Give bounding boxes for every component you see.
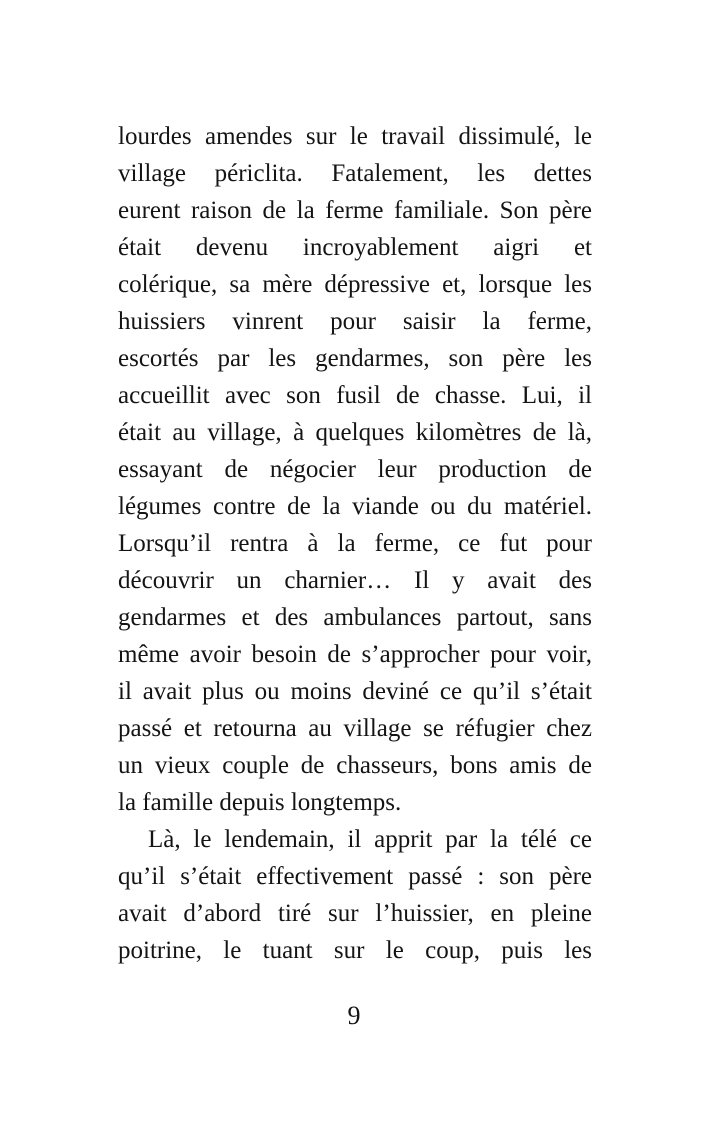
page-number: 9 bbox=[347, 1001, 361, 1030]
text-line: Lorsqu’il rentra à la ferme, ce fut pour bbox=[118, 530, 592, 557]
text-line: passé et retourna au village se réfugier chez bbox=[118, 715, 592, 742]
text-line: était au village, à quelques kilomètres de là, bbox=[118, 419, 592, 446]
text-line: légumes contre de la viande ou du matériel. bbox=[118, 493, 592, 520]
text-line: huissiers vinrent pour saisir la ferme, bbox=[118, 308, 592, 335]
text-line: qu’il s’était effectivement passé : son père bbox=[118, 863, 592, 890]
text-line: colérique, sa mère dépressive et, lorsque les bbox=[118, 271, 592, 298]
text-line: escortés par les gendarmes, son père les bbox=[118, 345, 592, 372]
text-line: lourdes amendes sur le travail dissimulé, le bbox=[118, 123, 592, 150]
text-line: accueillit avec son fusil de chasse. Lui, il bbox=[118, 382, 592, 409]
paragraph bbox=[118, 118, 592, 821]
text-line: découvrir un charnier… Il y avait des bbox=[118, 567, 592, 594]
text-line: Là, le lendemain, il apprit par la télé ce bbox=[148, 826, 592, 853]
text-line: village périclita. Fatalement, les dettes bbox=[118, 160, 592, 187]
paragraph bbox=[118, 821, 592, 969]
text-line: était devenu incroyablement aigri et bbox=[118, 234, 592, 261]
text-line: un vieux couple de chasseurs, bons amis de bbox=[118, 752, 592, 779]
text-line: même avoir besoin de s’approcher pour voir, bbox=[118, 641, 592, 668]
text-line: gendarmes et des ambulances partout, sans bbox=[118, 604, 592, 631]
text-line: avait d’abord tiré sur l’huissier, en pleine bbox=[118, 900, 592, 927]
body-text bbox=[118, 118, 592, 969]
text-line: eurent raison de la ferme familiale. Son père bbox=[118, 197, 592, 224]
text-line: essayant de négocier leur production de bbox=[118, 456, 592, 483]
text-line: poitrine, le tuant sur le coup, puis les bbox=[118, 937, 592, 964]
text-line: la famille depuis longtemps. bbox=[118, 789, 402, 816]
text-line: il avait plus ou moins deviné ce qu’il s’était bbox=[118, 678, 592, 705]
